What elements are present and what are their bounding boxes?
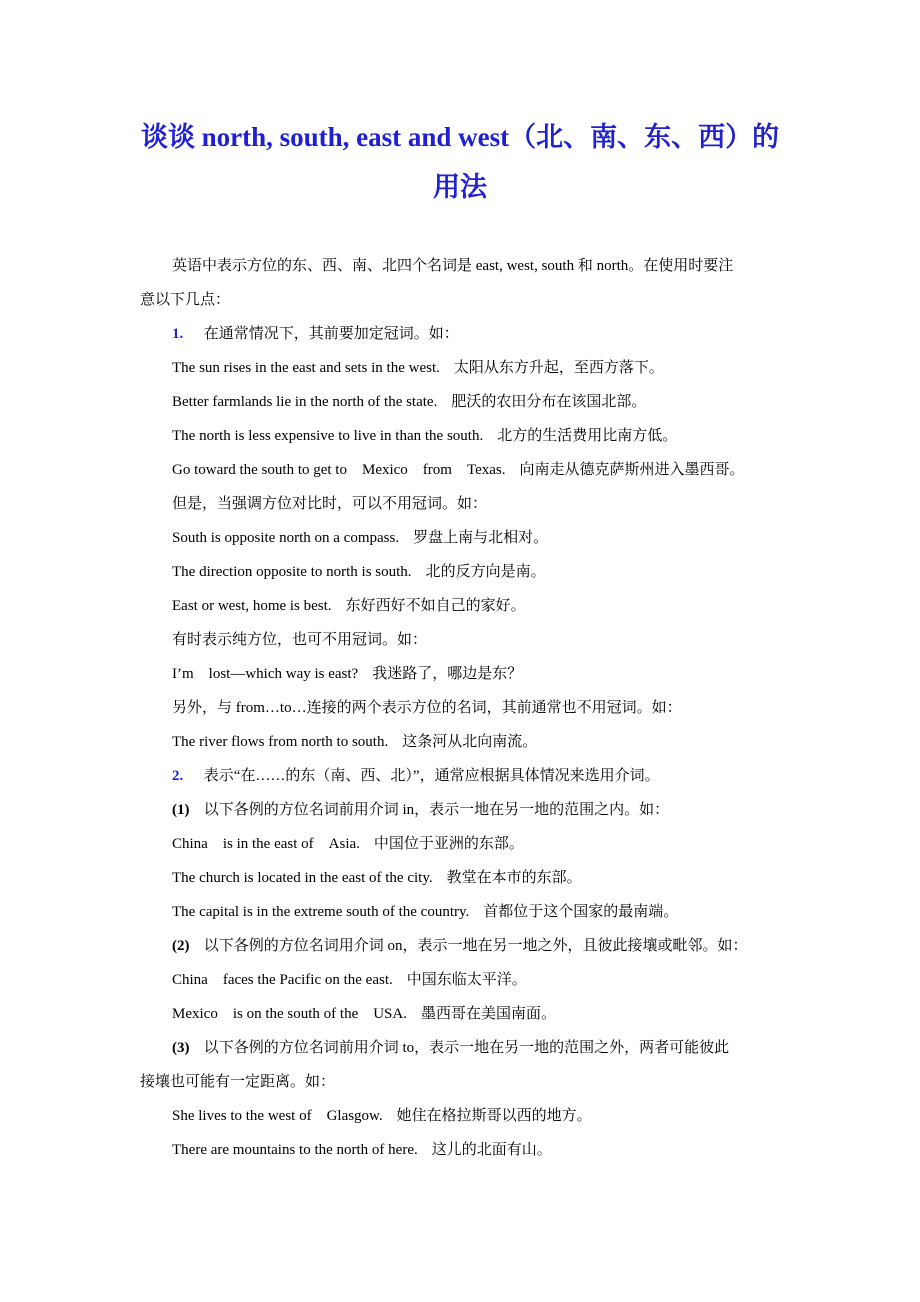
- example-chinese: 罗盘上南与北相对。: [413, 530, 549, 546]
- example-line: [172, 392, 646, 412]
- title-line-2: 用法: [433, 172, 487, 202]
- example-chinese: 这条河从北向南流。: [402, 734, 538, 750]
- example-chinese: 中国东临太平洋。: [406, 972, 527, 988]
- example-chinese: 中国位于亚洲的东部。: [373, 836, 524, 852]
- example-english: China is in the east of Asia.: [172, 836, 360, 852]
- point-2: [172, 766, 660, 786]
- example-line: [172, 902, 678, 922]
- sub-point-3-number: (3): [172, 1040, 190, 1056]
- sub-point-1-number: (1): [172, 802, 190, 818]
- example-english: Mexico is on the south of the USA.: [172, 1006, 407, 1022]
- example-english: The north is less expensive to live in than the south.: [172, 428, 484, 444]
- example-line: [172, 834, 524, 854]
- example-english: I’m lost—which way is east?: [172, 666, 359, 682]
- sub-point-2: [172, 936, 748, 956]
- example-line: [172, 562, 546, 582]
- example-chinese: 我迷路了，哪边是东？: [372, 666, 523, 682]
- note-line: 另外，与 from…to…连接的两个表示方位的名词，其前通常也不用冠词。如：: [172, 700, 682, 716]
- example-english: South is opposite north on a compass.: [172, 530, 400, 546]
- page-title: [120, 112, 800, 212]
- example-english: Better farmlands lie in the north of the state.: [172, 394, 438, 410]
- note-line: 有时表示纯方位，也可不用冠词。如：: [172, 632, 428, 648]
- example-line: [172, 664, 522, 684]
- example-line: [172, 596, 526, 616]
- example-english: The river flows from north to south.: [172, 734, 389, 750]
- sub-point-2-number: (2): [172, 938, 190, 954]
- sub-point-3-continued: 接壤也可能有一定距离。如：: [140, 1074, 336, 1090]
- sub-point-2-text: 以下各例的方位名词用介词 on，表示一地在另一地之外，且彼此接壤或毗邻。如：: [203, 938, 748, 954]
- example-english: China faces the Pacific on the east.: [172, 972, 393, 988]
- title-line-1: 谈谈 north, south, east and west（北、南、东、西）的: [140, 122, 780, 152]
- point-2-text: 表示“在……的东（南、西、北）”，通常应根据具体情况来选用介词。: [203, 768, 660, 784]
- example-chinese: 东好西好不如自己的家好。: [345, 598, 526, 614]
- example-chinese: 北的反方向是南。: [425, 564, 546, 580]
- example-english: She lives to the west of Glasgow.: [172, 1108, 383, 1124]
- example-chinese: 这儿的北面有山。: [431, 1142, 552, 1158]
- example-chinese: 墨西哥在美国南面。: [420, 1006, 556, 1022]
- intro-line-2: 意以下几点：: [140, 292, 231, 308]
- example-line: [172, 358, 664, 378]
- example-line: [172, 460, 745, 480]
- sub-point-3: [172, 1038, 729, 1058]
- sub-point-1-text: 以下各例的方位名词前用介词 in，表示一地在另一地的范围之内。如：: [203, 802, 670, 818]
- sub-point-1: [172, 800, 669, 820]
- example-chinese: 她住在格拉斯哥以西的地方。: [396, 1108, 592, 1124]
- example-english: The sun rises in the east and sets in the west.: [172, 360, 440, 376]
- point-1: [172, 324, 459, 344]
- example-line: [172, 426, 677, 446]
- example-english: There are mountains to the north of here.: [172, 1142, 418, 1158]
- example-english: Go toward the south to get to Mexico from Texas.: [172, 462, 506, 478]
- note-line: 但是，当强调方位对比时，可以不用冠词。如：: [172, 496, 488, 512]
- example-chinese: 首都位于这个国家的最南端。: [483, 904, 679, 920]
- example-line: [172, 868, 582, 888]
- example-line: [172, 1140, 552, 1160]
- example-chinese: 北方的生活费用比南方低。: [497, 428, 678, 444]
- point-2-number: 2.: [172, 768, 184, 784]
- example-english: East or west, home is best.: [172, 598, 332, 614]
- example-english: The capital is in the extreme south of the country.: [172, 904, 470, 920]
- example-line: [172, 970, 527, 990]
- example-chinese: 太阳从东方升起，至西方落下。: [453, 360, 664, 376]
- point-1-number: 1.: [172, 326, 184, 342]
- example-line: [172, 1004, 556, 1024]
- sub-point-3-text: 以下各例的方位名词前用介词 to，表示一地在另一地的范围之外，两者可能彼此: [203, 1040, 730, 1056]
- point-1-text: 在通常情况下，其前要加定冠词。如：: [203, 326, 459, 342]
- example-chinese: 教堂在本市的东部。: [446, 870, 582, 886]
- example-chinese: 肥沃的农田分布在该国北部。: [451, 394, 647, 410]
- example-line: [172, 732, 537, 752]
- example-line: [172, 1106, 592, 1126]
- intro-line-1: 英语中表示方位的东、西、南、北四个名词是 east, west, south 和 north。在使用时要注: [172, 258, 734, 274]
- example-english: The church is located in the east of the city.: [172, 870, 433, 886]
- example-chinese: 向南走从德克萨斯州进入墨西哥。: [519, 462, 745, 478]
- example-english: The direction opposite to north is south.: [172, 564, 412, 580]
- example-line: [172, 528, 548, 548]
